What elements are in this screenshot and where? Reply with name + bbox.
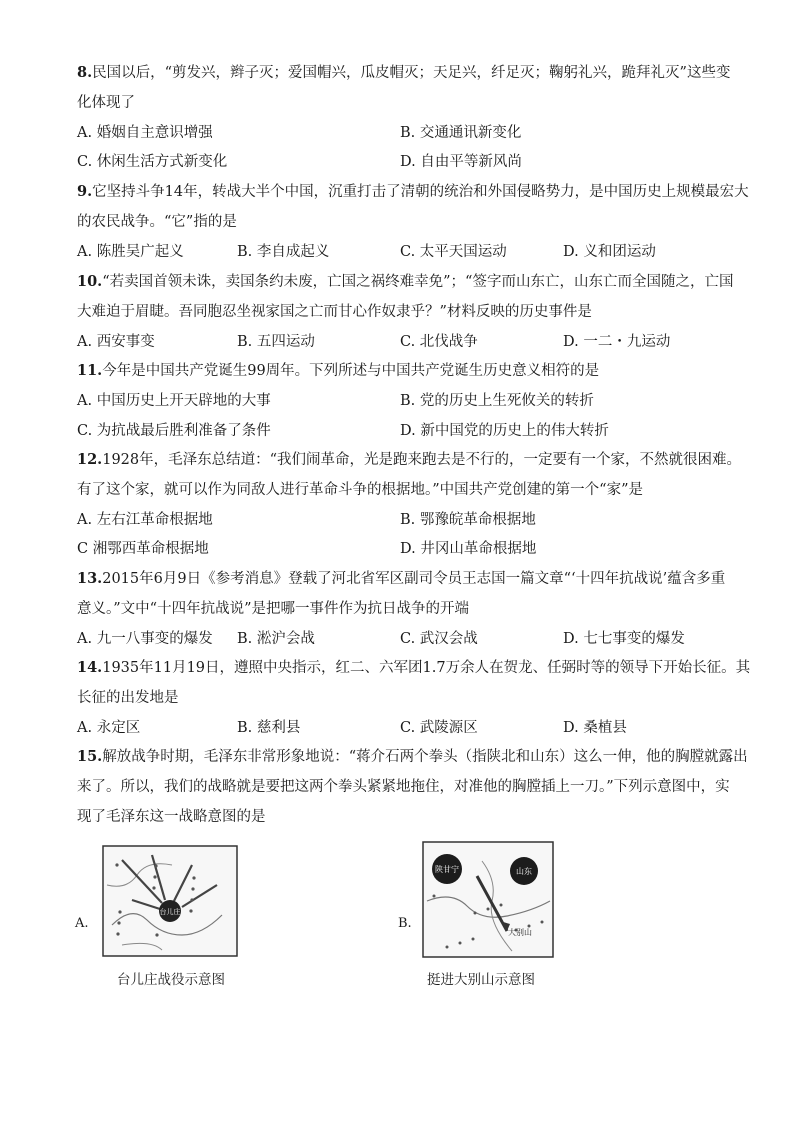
question-stem-line bbox=[77, 747, 748, 767]
question-text: 大难迫于眉睫。吾同胞忍坐视家国之亡而甘心作奴隶乎？”材料反映的历史事件是 bbox=[77, 303, 592, 320]
question-text: 现了毛泽东这一战略意图的是 bbox=[77, 808, 266, 825]
question-number: 12. bbox=[77, 451, 103, 468]
question-number: 8. bbox=[77, 64, 93, 81]
question-stem-line bbox=[77, 658, 750, 678]
question-stem-line bbox=[77, 450, 741, 470]
town-dot bbox=[192, 876, 195, 879]
answer-option[interactable]: B. 党的历史上生死攸关的转折 bbox=[400, 392, 594, 409]
answer-option[interactable]: B. 李自成起义 bbox=[237, 243, 330, 260]
answer-option[interactable]: C. 为抗战最后胜利准备了条件 bbox=[77, 422, 271, 439]
question-text: 民国以后，“剪发兴，辫子灭；爱国帽兴，瓜皮帽灭；天足兴，纤足灭；鞠躬礼兴，跪拜礼灭”这些变 bbox=[92, 65, 731, 81]
answer-option[interactable]: A. 九一八事变的爆发 bbox=[77, 630, 213, 647]
question-stem-line bbox=[77, 302, 592, 322]
question-text: 的农民战争。“它”指的是 bbox=[77, 213, 237, 230]
town-dot bbox=[190, 898, 193, 901]
answer-option[interactable]: C. 武汉会战 bbox=[400, 630, 478, 647]
answer-option[interactable]: A. 陈胜吴广起义 bbox=[77, 243, 184, 260]
question-stem-line bbox=[77, 63, 730, 83]
answer-option[interactable]: B. 鄂豫皖革命根据地 bbox=[400, 511, 536, 528]
town-dot bbox=[152, 886, 155, 889]
question-number: 9. bbox=[77, 183, 93, 200]
question-number: 11. bbox=[77, 362, 103, 379]
answer-option[interactable]: A. 婚姻自主意识增强 bbox=[77, 124, 213, 141]
answer-option[interactable]: B. 慈利县 bbox=[237, 719, 301, 736]
question-stem-line bbox=[77, 777, 730, 797]
answer-option[interactable]: B. 交通通讯新变化 bbox=[400, 124, 522, 141]
question-text: 来了。所以，我们的战略就是要把这两个拳头紧紧地拖住，对准他的胸膛插上一刀。”下列示意图中，实 bbox=[77, 778, 730, 795]
figure-caption: 挺进大别山示意图 bbox=[427, 972, 535, 988]
question-text: 意义。”文中“十四年抗战说”是把哪一事件作为抗日战争的开端 bbox=[77, 600, 469, 617]
answer-option[interactable]: A. 永定区 bbox=[77, 719, 141, 736]
question-text: 化体现了 bbox=[77, 94, 135, 111]
town-dot bbox=[191, 887, 194, 890]
answer-option[interactable]: C. 北伐战争 bbox=[400, 333, 478, 350]
map-place-label: 陕甘宁 bbox=[435, 865, 459, 874]
question-stem-line bbox=[77, 688, 179, 708]
town-dot bbox=[487, 908, 490, 911]
question-stem-line bbox=[77, 212, 237, 232]
option-label[interactable]: A. bbox=[75, 916, 89, 931]
town-dot bbox=[154, 864, 157, 867]
answer-option[interactable]: C 湘鄂西革命根据地 bbox=[77, 541, 209, 558]
question-stem-line bbox=[77, 182, 749, 202]
answer-option[interactable]: D. 义和团运动 bbox=[563, 243, 656, 260]
map-place-label: 台儿庄 bbox=[159, 908, 181, 916]
question-stem-line bbox=[77, 480, 643, 500]
town-dot bbox=[118, 910, 121, 913]
town-dot bbox=[474, 912, 477, 915]
town-dot bbox=[472, 938, 475, 941]
town-dot bbox=[433, 895, 436, 898]
question-text: 1928年，毛泽东总结道：“我们闹革命，光是跑来跑去是不行的，一定要有一个家，不然就很困难。 bbox=[102, 452, 742, 468]
question-text: 解放战争时期，毛泽东非常形象地说：“蒋介石两个拳头（指陕北和山东）这么一伸，他的胸膛就露出 bbox=[102, 749, 748, 765]
question-number: 10. bbox=[77, 273, 103, 290]
answer-option[interactable]: D. 自由平等新风尚 bbox=[400, 154, 522, 171]
map-place-label: 山东 bbox=[516, 867, 532, 876]
question-stem-line bbox=[77, 807, 266, 827]
town-dot bbox=[541, 921, 544, 924]
answer-option[interactable]: C. 武陵源区 bbox=[400, 719, 478, 736]
question-stem-line bbox=[77, 599, 469, 619]
dabieshan-map[interactable] bbox=[422, 841, 554, 958]
town-dot bbox=[116, 932, 119, 935]
question-number: 14. bbox=[77, 659, 103, 676]
answer-option[interactable]: B. 淞沪会战 bbox=[237, 630, 315, 647]
answer-option[interactable]: A. 中国历史上开天辟地的大事 bbox=[77, 392, 271, 409]
map-place-label: 大别山 bbox=[508, 928, 532, 937]
question-stem-line bbox=[77, 361, 599, 381]
question-number: 13. bbox=[77, 570, 103, 587]
question-number: 15. bbox=[77, 748, 103, 765]
question-stem-line bbox=[77, 93, 135, 113]
town-dot bbox=[153, 875, 156, 878]
question-text: 2015年6月9日《参考消息》登载了河北省军区副司令员王志国一篇文章“‘十四年抗战说’蕴含多重 bbox=[102, 571, 726, 587]
question-text: 1935年11月19日，遵照中央指示，红二、六军团1.7万余人在贺龙、任弼时等的领导下开始长征。其 bbox=[102, 660, 751, 676]
answer-option[interactable]: C. 太平天国运动 bbox=[400, 243, 507, 260]
town-dot bbox=[459, 942, 462, 945]
taierzhuang-map[interactable] bbox=[102, 845, 238, 957]
answer-option[interactable]: C. 休闲生活方式新变化 bbox=[77, 154, 228, 171]
question-text: 有了这个家，就可以作为同敌人进行革命斗争的根据地。”中国共产党创建的第一个“家”是 bbox=[77, 481, 643, 498]
figure-caption: 台儿庄战役示意图 bbox=[117, 972, 225, 988]
question-text: 今年是中国共产党诞生99周年。下列所述与中国共产党诞生历史意义相符的是 bbox=[102, 363, 600, 379]
town-dot bbox=[115, 863, 118, 866]
town-dot bbox=[189, 909, 192, 912]
answer-option[interactable]: B. 五四运动 bbox=[237, 333, 315, 350]
answer-option[interactable]: A. 西安事变 bbox=[77, 333, 155, 350]
question-text: 它坚持斗争14年，转战大半个中国，沉重打击了清朝的统治和外国侵略势力，是中国历史上规模最宏大 bbox=[92, 184, 749, 200]
question-text: “若卖国首领未诛，卖国条约未废，亡国之祸终难幸免”；“签字而山东亡，山东亡而全国随之，亡国 bbox=[102, 274, 734, 290]
answer-option[interactable]: D. 井冈山革命根据地 bbox=[400, 541, 537, 558]
answer-option[interactable]: D. 新中国党的历史上的伟大转折 bbox=[400, 422, 609, 439]
answer-option[interactable]: D. 桑植县 bbox=[563, 719, 627, 736]
question-stem-line bbox=[77, 272, 733, 292]
answer-option[interactable]: D. 一二・九运动 bbox=[563, 333, 671, 350]
question-stem-line bbox=[77, 569, 725, 589]
town-dot bbox=[446, 946, 449, 949]
town-dot bbox=[500, 904, 503, 907]
option-label[interactable]: B. bbox=[398, 916, 412, 931]
town-dot bbox=[155, 933, 158, 936]
town-dot bbox=[117, 921, 120, 924]
question-text: 长征的出发地是 bbox=[77, 689, 179, 706]
answer-option[interactable]: A. 左右江革命根据地 bbox=[77, 511, 213, 528]
answer-option[interactable]: D. 七七事变的爆发 bbox=[563, 630, 685, 647]
